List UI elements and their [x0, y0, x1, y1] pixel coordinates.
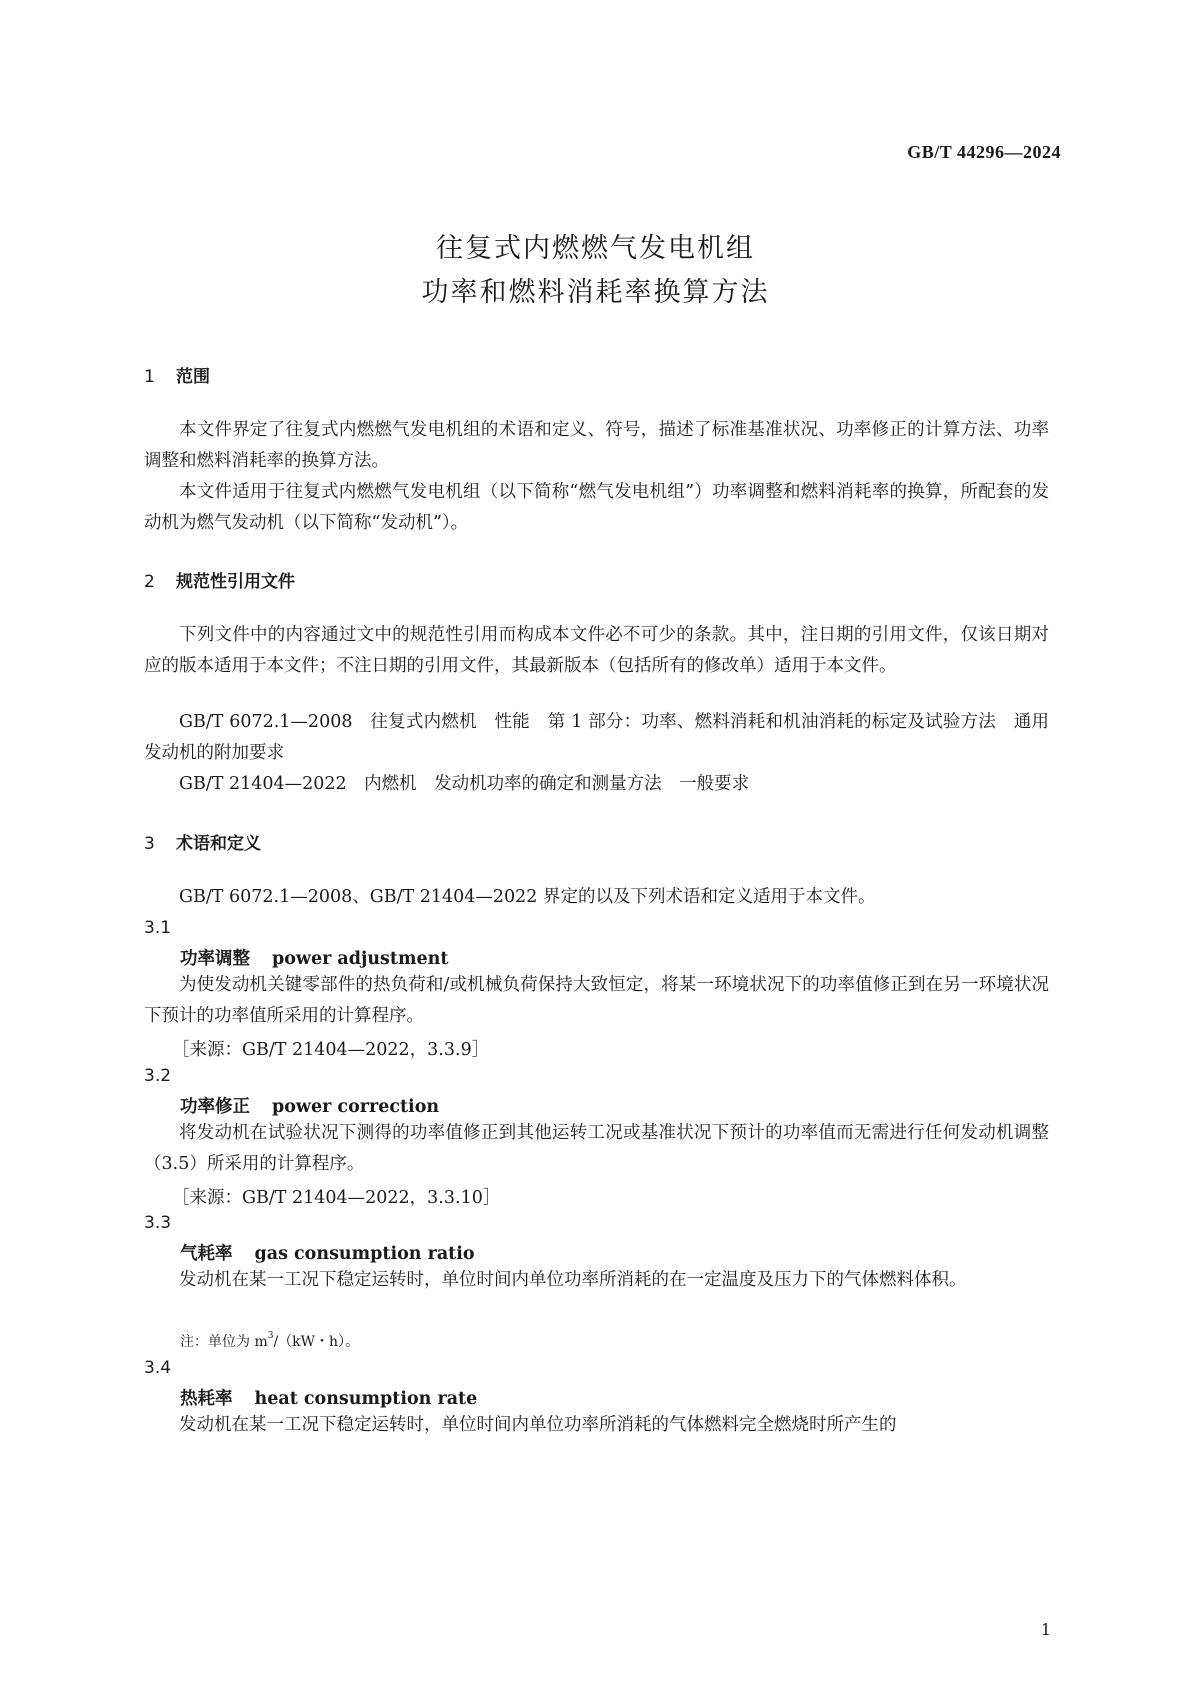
- term-heading: [180, 1093, 439, 1118]
- section-number: 3: [144, 834, 155, 854]
- note-text-suffix: /（kW・h）。: [273, 1334, 360, 1350]
- section-1-heading: [144, 362, 210, 387]
- normative-reference-1: GB/T 6072.1—2008 往复式内燃机 性能 第 1 部分：功率、燃料消耗和机油消耗的标定及试验方法 通用发动机的附加要求: [144, 712, 1049, 763]
- term-definition: 将发动机在试验状况下测得的功率值修正到其他运转工况或基准状况下预计的功率值而无需进行任何发动机调整（3.5）所采用的计算程序。: [144, 1123, 1049, 1174]
- term-definition: 发动机在某一工况下稳定运转时，单位时间内单位功率所消耗的在一定温度及压力下的气体燃料体积。: [179, 1270, 967, 1290]
- clause-number: 3.3: [144, 1213, 172, 1233]
- clause-number: 3.1: [144, 918, 172, 938]
- section-1-paragraph-1: 本文件界定了往复式内燃燃气发电机组的术语和定义、符号，描述了标准基准状况、功率修正的计算方法、功率调整和燃料消耗率的换算方法。: [144, 420, 1049, 471]
- section-title: 规范性引用文件: [176, 572, 295, 592]
- term-definition: 为使发动机关键零部件的热负荷和/或机械负荷保持大致恒定，将某一环境状况下的功率值修正到在另一环境状况下预计的功率值所采用的计算程序。: [144, 975, 1049, 1026]
- section-title: 术语和定义: [176, 834, 261, 854]
- term-note: [180, 1331, 359, 1351]
- normative-reference-2: GB/T 21404—2022 内燃机 发动机功率的确定和测量方法 一般要求: [179, 774, 750, 794]
- page-number: 1: [1040, 1620, 1051, 1639]
- section-2-heading: [144, 567, 295, 592]
- clause-number: 3.4: [144, 1358, 172, 1378]
- document-title-line-1: 往复式内燃燃气发电机组: [436, 233, 755, 264]
- term-heading: [180, 945, 448, 970]
- section-1-paragraph-2: 本文件适用于往复式内燃燃气发电机组（以下简称“燃气发电机组”）功率调整和燃料消耗率的换算，所配套的发动机为燃气发动机（以下简称“发动机”）。: [144, 482, 1049, 533]
- clause-number: 3.2: [144, 1066, 172, 1086]
- section-number: 2: [144, 572, 155, 592]
- term-heading: [180, 1385, 477, 1410]
- note-text: 注：单位为 m: [180, 1334, 268, 1350]
- section-2-paragraph-1: 下列文件中的内容通过文中的规范性引用而构成本文件必不可少的条款。其中，注日期的引用文件，仅该日期对应的版本适用于本文件；不注日期的引用文件，其最新版本（包括所有的修改单）适用于本文件。: [144, 625, 1049, 676]
- term-chinese: 功率修正: [180, 1097, 250, 1117]
- term-chinese: 气耗率: [180, 1244, 233, 1264]
- section-3-intro: GB/T 6072.1—2008、GB/T 21404—2022 界定的以及下列术语和定义适用于本文件。: [179, 887, 876, 907]
- term-english: power adjustment: [272, 949, 449, 969]
- term-source: ［来源：GB/T 21404—2022，3.3.10］: [172, 1188, 501, 1208]
- term-english: gas consumption ratio: [254, 1244, 475, 1264]
- term-heading: [180, 1240, 475, 1265]
- section-3-heading: [144, 829, 261, 854]
- term-english: power correction: [272, 1097, 440, 1117]
- term-chinese: 热耗率: [180, 1389, 233, 1409]
- note-superscript: 3: [267, 1331, 274, 1341]
- section-number: 1: [144, 367, 155, 387]
- document-title-line-2: 功率和燃料消耗率换算方法: [421, 277, 770, 308]
- term-definition: 发动机在某一工况下稳定运转时，单位时间内单位功率所消耗的气体燃料完全燃烧时所产生的: [179, 1415, 897, 1435]
- term-chinese: 功率调整: [180, 949, 250, 969]
- standard-code: GB/T 44296—2024: [907, 142, 1061, 162]
- term-source: ［来源：GB/T 21404—2022，3.3.9］: [172, 1040, 490, 1060]
- term-english: heat consumption rate: [254, 1389, 478, 1409]
- section-title: 范围: [176, 367, 210, 387]
